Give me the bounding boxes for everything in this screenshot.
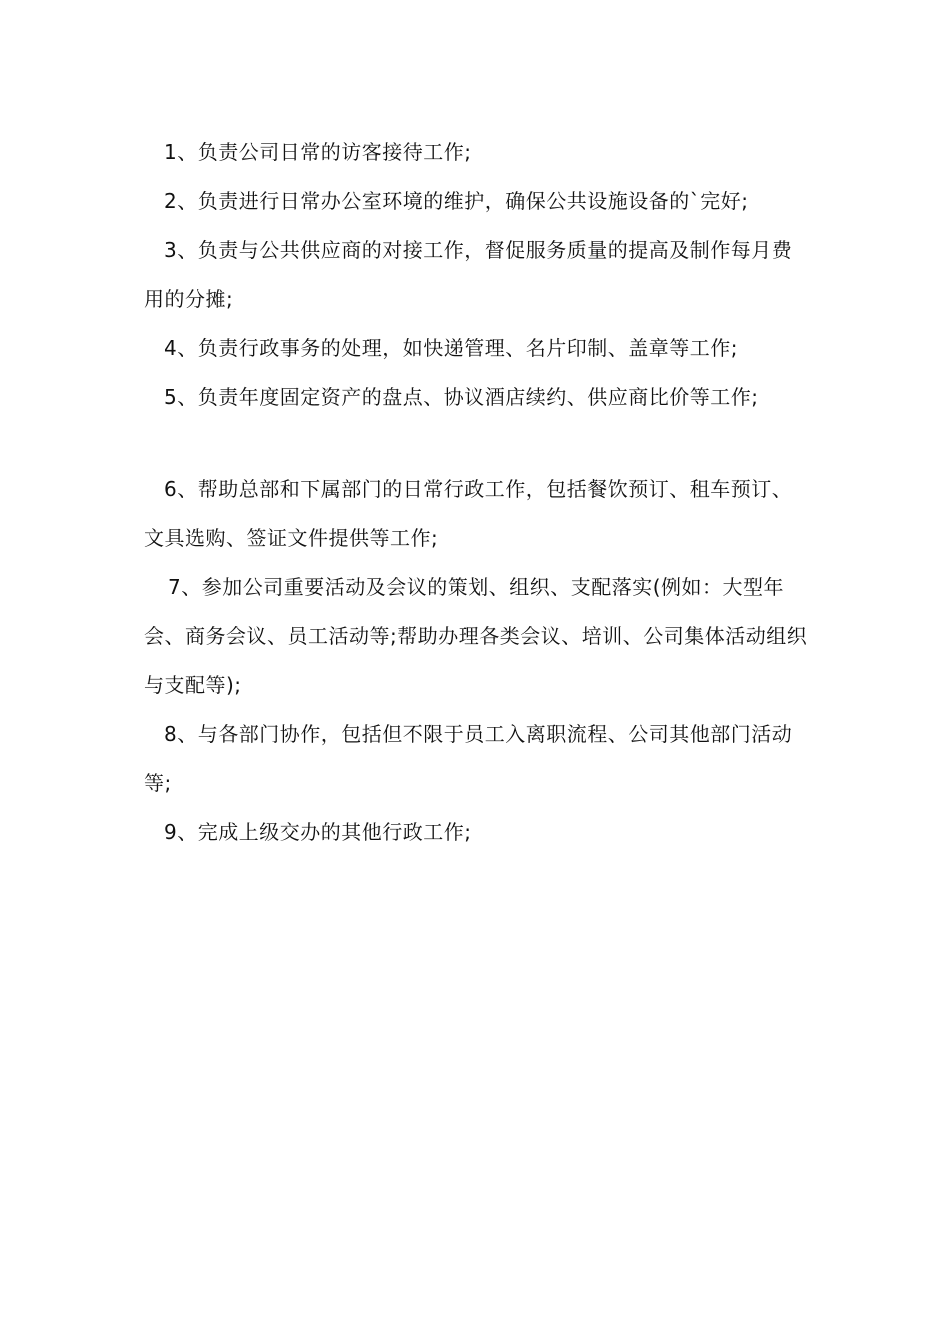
list-item: 3、负责与公共供应商的对接工作，督促服务质量的提高及制作每月费用的分摊; xyxy=(144,238,793,311)
list-item: 5、负责年度固定资产的盘点、协议酒店续约、供应商比价等工作; xyxy=(164,385,759,409)
list-item: 6、帮助总部和下属部门的日常行政工作，包括餐饮预订、租车预订、文具选购、签证文件提供等工作; xyxy=(144,477,793,550)
list-item: 9、完成上级交办的其他行政工作; xyxy=(164,820,472,844)
list-item: 7、参加公司重要活动及会议的策划、组织、支配落实(例如：大型年会、商务会议、员工活动等;帮助办理各类会议、培训、公司集体活动组织与支配等); xyxy=(144,575,808,697)
list-item: 1、负责公司日常的访客接待工作; xyxy=(164,140,472,164)
duty-list xyxy=(144,128,812,857)
list-item: 8、与各部门协作，包括但不限于员工入离职流程、公司其他部门活动等; xyxy=(144,722,793,795)
list-item: 4、负责行政事务的处理，如快递管理、名片印制、盖章等工作; xyxy=(164,336,738,360)
list-item: 2、负责进行日常办公室环境的维护，确保公共设施设备的`完好; xyxy=(164,189,749,213)
